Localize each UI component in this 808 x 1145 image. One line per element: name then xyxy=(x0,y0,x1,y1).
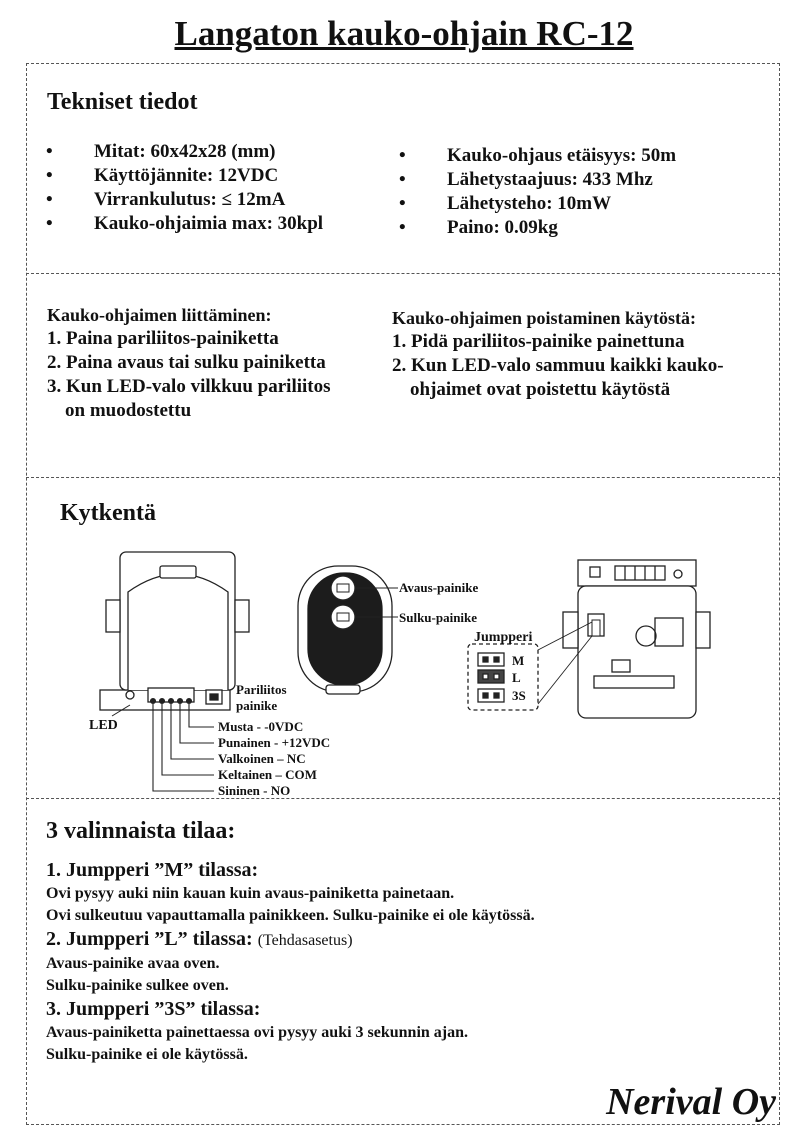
mode-title: 3. Jumpperi ”3S” tilassa: xyxy=(46,998,261,1020)
wire-label: Keltainen – COM xyxy=(218,767,317,782)
spec-item: • Lähetystaajuus: 433 Mhz xyxy=(399,168,676,192)
open-button-icon xyxy=(331,576,355,600)
wiring-diagram xyxy=(0,540,808,800)
mode-description: Sulku-painike ei ole käytössä. xyxy=(46,1046,248,1063)
pairing-step: on muodostettu xyxy=(65,400,192,421)
section-divider xyxy=(26,477,780,478)
removal-heading: Kauko-ohjaimen poistaminen käytöstä: xyxy=(392,308,697,328)
mode-description: Avaus-painike avaa oven. xyxy=(46,955,220,972)
company-name: Nerival Oy xyxy=(606,1081,776,1123)
circuit-board xyxy=(563,560,710,718)
spec-item: • Mitat: 60x42x28 (mm) xyxy=(46,140,323,164)
mode-title: 2. Jumpperi ”L” tilassa: xyxy=(46,928,253,950)
mode-description: Ovi sulkeutuu vapauttamalla painikkeen. Sulku-painike ei ole käytössä. xyxy=(46,907,535,924)
specs-left-list xyxy=(46,140,323,236)
section-divider xyxy=(26,273,780,274)
wire-label: Valkoinen – NC xyxy=(218,751,306,766)
jumper-label: Jumpperi xyxy=(474,630,533,645)
mode-description: Sulku-painike sulkee oven. xyxy=(46,977,229,994)
spec-item: • Paino: 0.09kg xyxy=(399,216,676,240)
mode-description: Ovi pysyy auki niin kauan kuin avaus-painiketta painetaan. xyxy=(46,885,455,902)
specs-heading: Tekniset tiedot xyxy=(47,89,198,115)
pairing-step: 1. Paina pariliitos-painiketta xyxy=(47,328,279,349)
remote-label: Sulku-painike xyxy=(399,610,478,625)
mode-description: Avaus-painiketta painettaessa ovi pysyy auki 3 sekunnin ajan. xyxy=(46,1024,469,1041)
mode-note: (Tehdasasetus) xyxy=(257,932,353,949)
wire-label: Sininen - NO xyxy=(218,783,291,798)
jumper-position-label: L xyxy=(512,670,521,685)
spec-item: • Kauko-ohjaus etäisyys: 50m xyxy=(399,144,676,168)
modes-list xyxy=(46,858,766,1066)
jumper-inset xyxy=(468,644,538,710)
pairing-step: 2. Paina avaus tai sulku painiketta xyxy=(47,352,326,373)
wire-label: Punainen - +12VDC xyxy=(218,735,331,750)
modes-heading: 3 valinnaista tilaa: xyxy=(46,818,236,844)
pair-button-label: painike xyxy=(236,698,278,713)
spec-item: • Virrankulutus: ≤ 12mA xyxy=(46,188,323,212)
jumper-position-label: 3S xyxy=(512,688,526,703)
removal-instructions xyxy=(392,306,724,402)
wire-label: Musta - -0VDC xyxy=(218,719,304,734)
receiver-unit xyxy=(100,552,249,710)
pairing-step: 3. Kun LED-valo vilkkuu pariliitos xyxy=(47,376,331,397)
remote-label: Avaus-painike xyxy=(399,580,479,595)
spec-item: • Kauko-ohjaimia max: 30kpl xyxy=(46,212,323,236)
spec-item: • Lähetysteho: 10mW xyxy=(399,192,676,216)
jumper-position-label: M xyxy=(512,653,525,668)
pair-button-label: Pariliitos xyxy=(236,682,287,697)
page-title: Langaton kauko-ohjain RC-12 xyxy=(174,14,634,53)
pairing-heading: Kauko-ohjaimen liittäminen: xyxy=(47,305,272,325)
wiring-heading: Kytkentä xyxy=(60,500,156,526)
remote-control xyxy=(298,566,392,694)
close-button-icon xyxy=(331,605,355,629)
removal-step: ohjaimet ovat poistettu käytöstä xyxy=(410,379,671,400)
removal-step: 1. Pidä pariliitos-painike painettuna xyxy=(392,331,685,352)
removal-step: 2. Kun LED-valo sammuu kaikki kauko- xyxy=(392,355,724,376)
specs-right-list xyxy=(399,144,676,240)
mode-title-row xyxy=(46,927,766,953)
wire-yellow xyxy=(162,704,214,775)
led-label: LED xyxy=(89,718,118,733)
wire-white xyxy=(171,704,214,759)
spec-item: • Käyttöjännite: 12VDC xyxy=(46,164,323,188)
mode-title: 1. Jumpperi ”M” tilassa: xyxy=(46,859,259,881)
pairing-instructions xyxy=(47,303,331,423)
